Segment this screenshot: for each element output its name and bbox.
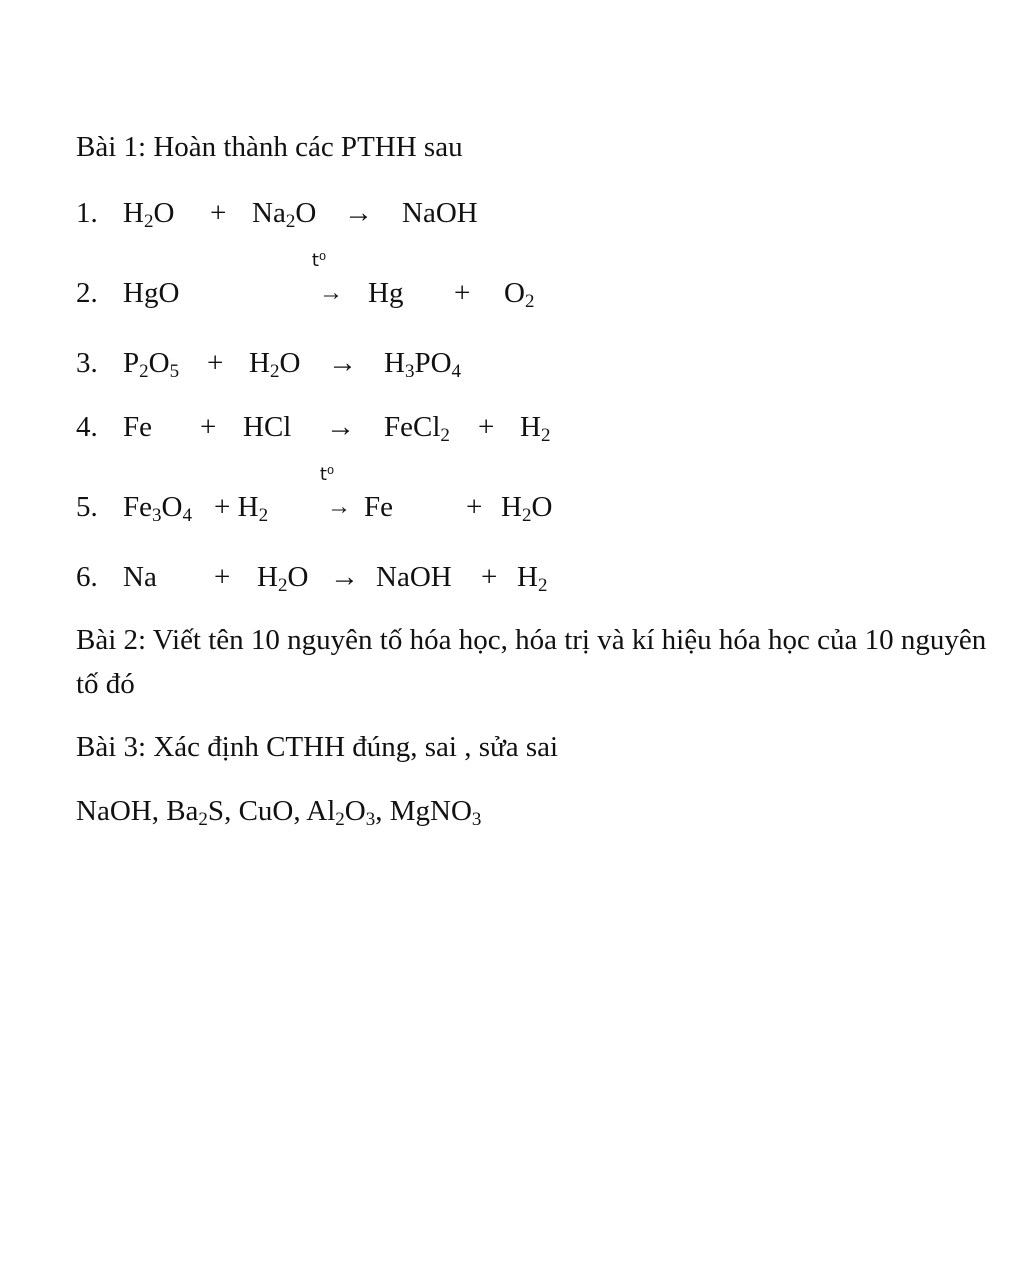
formula-cuo: CuO [238,795,294,827]
equation-6-product-2: $H_2$ [517,561,548,596]
equation-4-number: 4. [76,411,98,443]
equation-4-product-1: FeCl$_2$ [384,411,450,446]
exercise-2-text: Bài 2: Viết tên 10 nguyên tố hóa học, hóa trị và kí hiệu hóa học của 10 nguyên tố đó [76,624,987,700]
equation-2-product-2: $O_2$ [504,277,535,312]
equation-6-arrow: → [330,561,359,593]
formula-al2o3: $Al_2O_3$ [306,795,376,830]
equation-4-reactant-2: HCl [243,411,292,443]
equation-5-arrow: → [327,494,351,520]
equation-5-reactant-2: + $H_2$ [214,491,269,526]
equation-4-reactant-1: Fe [123,411,152,443]
equation-4-arrow: → [326,411,355,443]
equation-2-plus: + [454,277,471,309]
equation-1-product: NaOH [402,197,478,229]
exercise-1-heading: Bài 1: Hoàn thành các PTHH sau [76,131,463,163]
equation-4-plus-1: + [200,411,217,443]
heat-condition-label: t⁰ [311,250,327,271]
exercise-3-heading: Bài 3: Xác định CTHH đúng, sai , sửa sai [76,731,559,763]
equation-1-arrow: → [344,197,373,229]
equation-1-reactant-2: $Na_2O$ [252,197,317,232]
equation-2-reactant: HgO [123,277,180,309]
equation-4-plus-2: + [478,411,495,443]
equation-1-plus: + [210,197,227,229]
equation-6-plus-1: + [214,561,231,593]
equation-3-plus: + [207,347,224,379]
heat-condition-label: t⁰ [319,464,335,485]
equation-5-plus: + [466,491,483,523]
equation-2-number: 2. [76,277,98,309]
equation-6-reactant-1: Na [123,561,157,593]
formula-ba2s: $Ba_2S$ [166,795,225,830]
equation-2-arrow: → [319,280,343,306]
equation-5-reactant-1: $Fe_3O_4$ [123,491,192,526]
equation-5-product-2: $H_2O$ [501,491,553,526]
equation-1-reactant-1: $H_2O$ [123,197,175,232]
equation-3-number: 3. [76,347,98,379]
equation-6-number: 6. [76,561,98,593]
formula-mgno3: MgNO$_3$ [389,795,482,830]
equation-3-reactant-2: $H_2O$ [249,347,301,382]
equation-1-number: 1. [76,197,98,229]
formula-naoh: NaOH [76,795,152,827]
equation-2-product-1: Hg [368,277,404,309]
equation-6-product-1: NaOH [376,561,452,593]
exercise-3-formulas: NaOH, $Ba_2S$, CuO, $Al_2O_3$, MgNO$_3$ [76,795,482,830]
equation-5-number: 5. [76,491,98,523]
equation-6-reactant-2: $H_2O$ [257,561,309,596]
equation-3-reactant-1: $P_2O_5$ [123,347,180,382]
equation-3-arrow: → [328,347,357,379]
equation-4-product-2: $H_2$ [520,411,551,446]
equation-3-product: $H_3PO_4$ [384,347,462,382]
equation-5-product-1: Fe [364,491,393,523]
equation-6-plus-2: + [481,561,498,593]
